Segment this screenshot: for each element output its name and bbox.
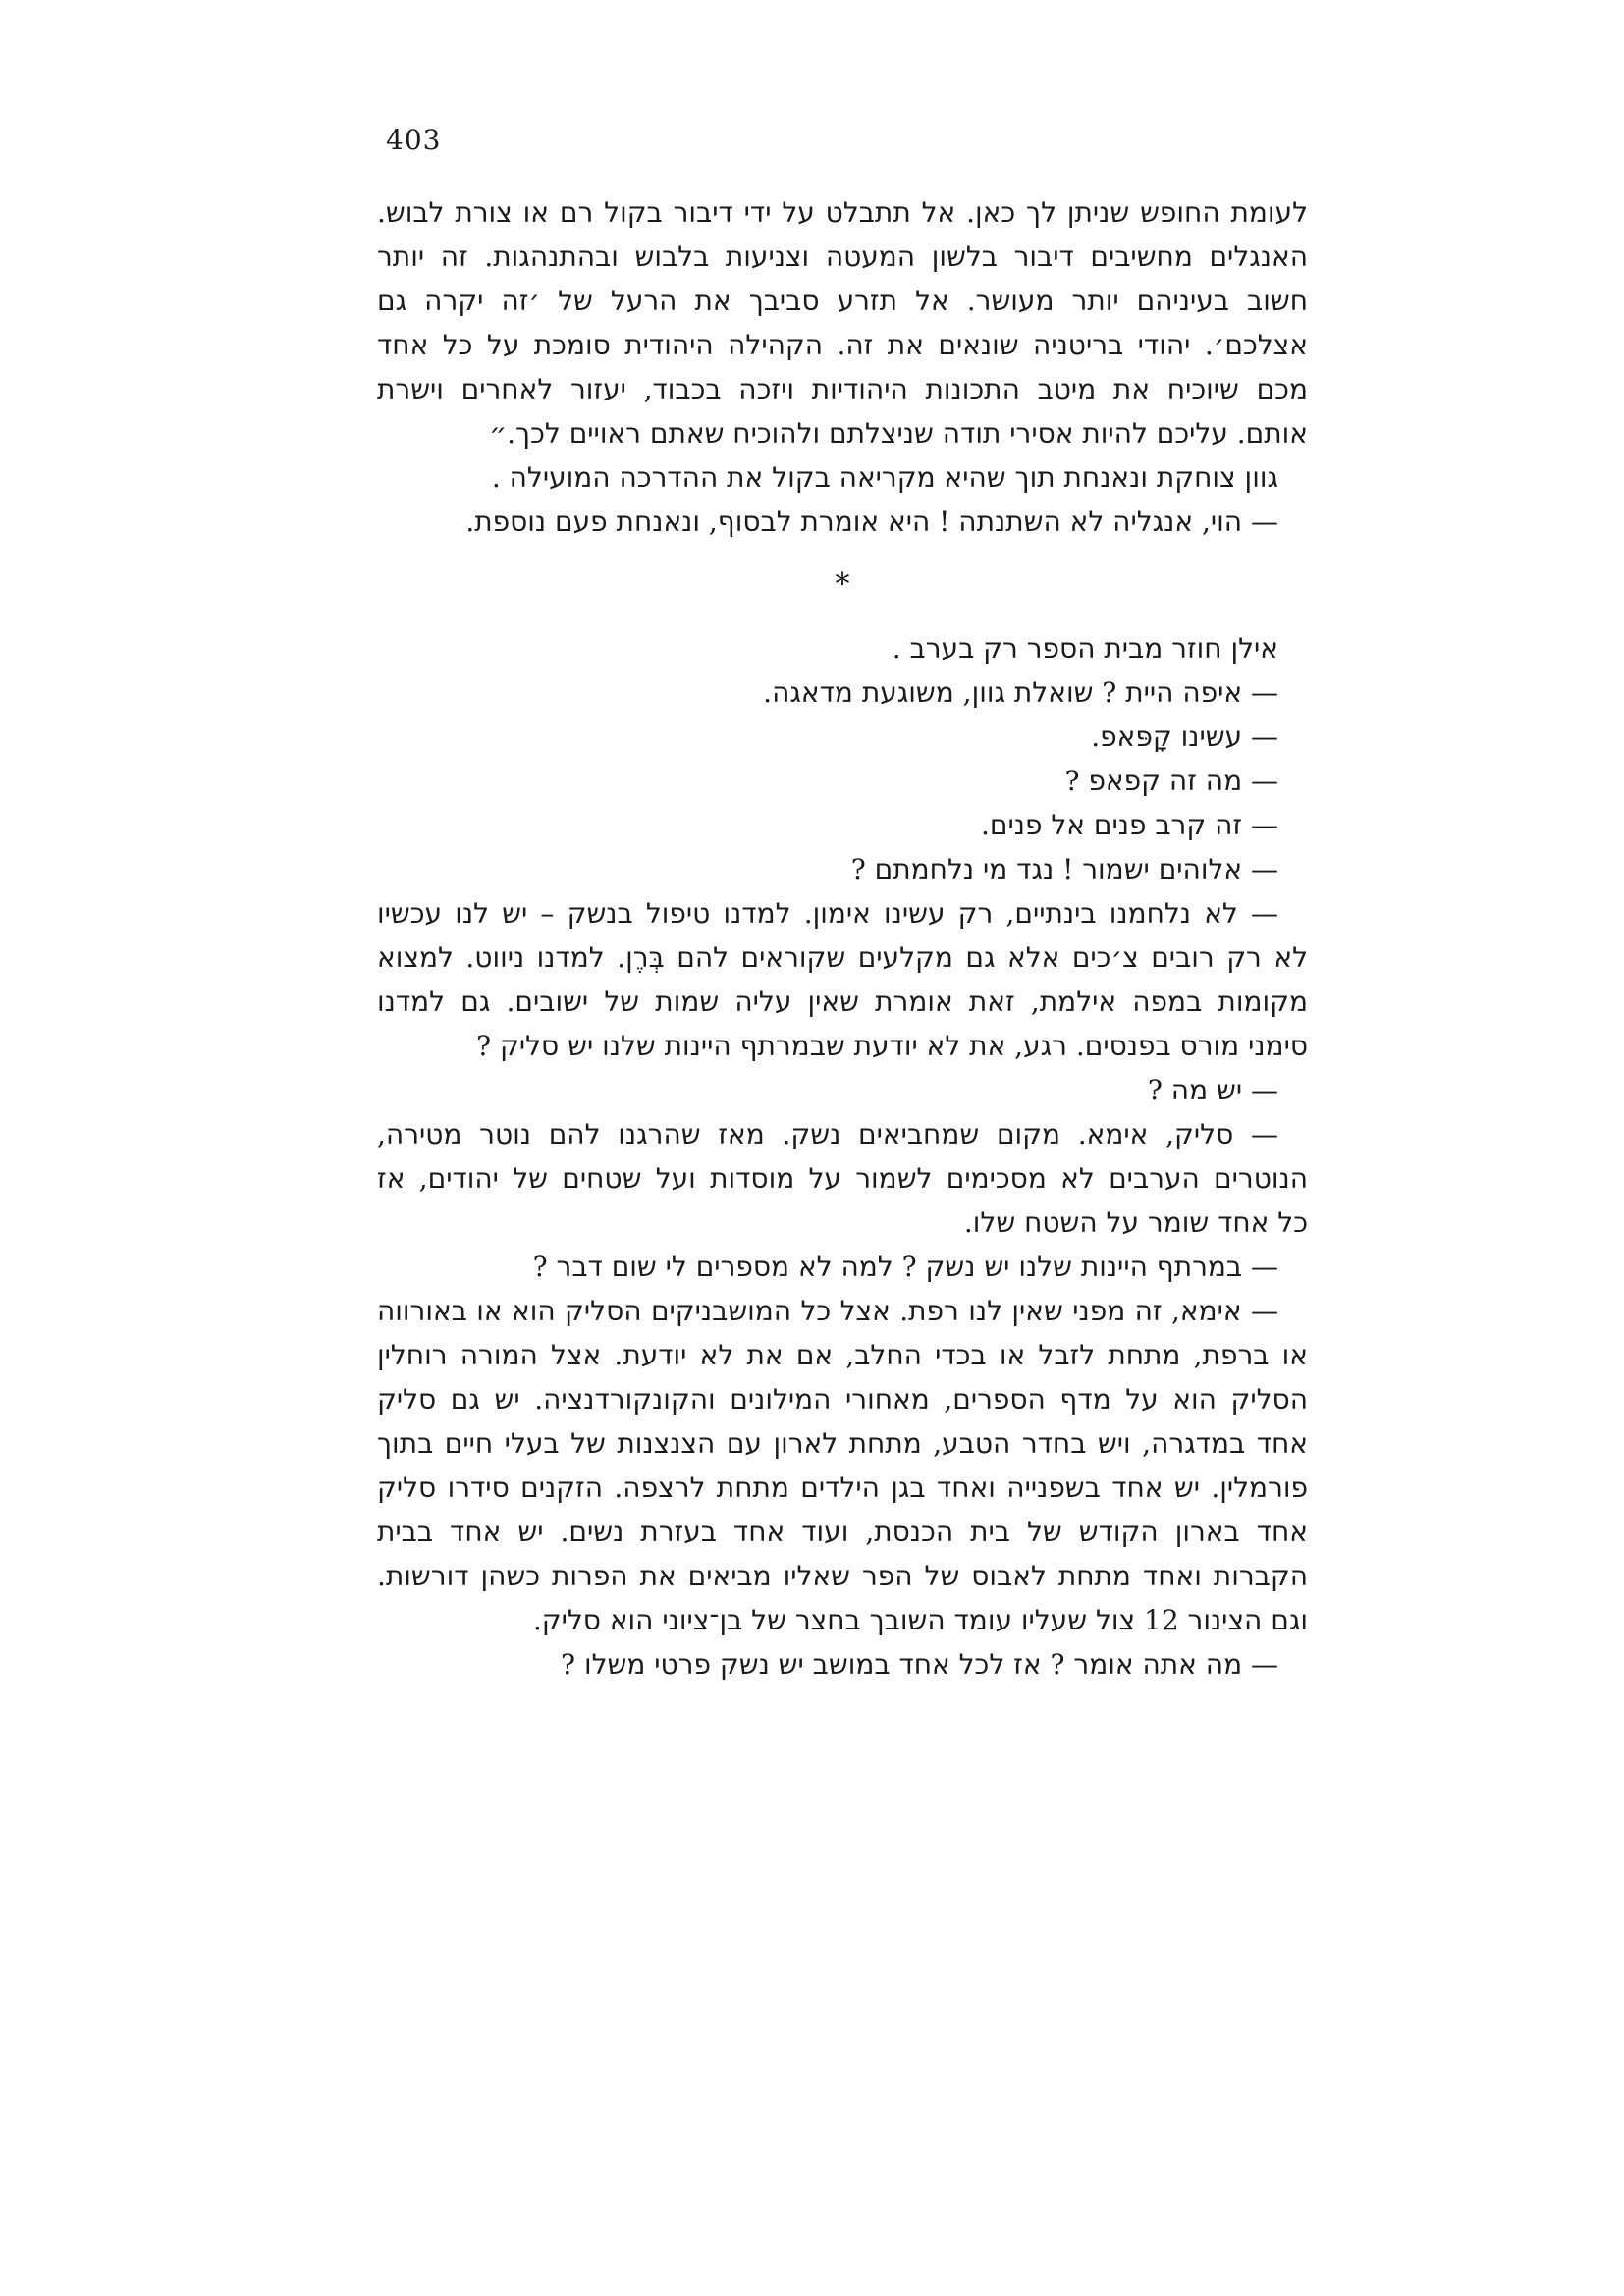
page-number: 403: [386, 124, 442, 156]
text-line: אילן חוזר מבית הספר רק בערב .: [892, 632, 1278, 665]
text-line: או ברפת, מתחת לזבל או בכדי החלב, אם את לא יודעת. אצל המורה רוחלין: [377, 1339, 1308, 1371]
text-line: — סליק, אימא. מקום שמחביאים נשק. מאז שהרגנו להם נוטר מטירה,: [377, 1118, 1278, 1150]
text-block: [377, 190, 1308, 1686]
text-line: אחד בארון הקודש של בית הכנסת, ועוד אחד בעזרת נשים. יש אחד בבית: [377, 1516, 1308, 1548]
text-line: מכם שיוכיח את מיטב התכונות היהודיות ויזכה בכבוד, יעזור לאחרים וישרת: [377, 373, 1308, 405]
text-line: הקברות ואחד מתחת לאבוס של הפר שאליו מביאים את הפרות כשהן דורשות.: [377, 1560, 1308, 1592]
text-line: לא רק רובים צ׳כים אלא גם מקלעים שקוראים להם בְּרֶן. למדנו ניווט. למצוא: [377, 941, 1308, 974]
text-line: גוון צוחקת ונאנחת תוך שהיא מקריאה בקול את ההדרכה המועילה .: [491, 461, 1278, 494]
text-line: — הוי, אנגליה לא השתנתה ! היא אומרת לבסוף, ונאנחת פעם נוספת.: [465, 506, 1278, 538]
text-line: — אלוהים ישמור ! נגד מי נלחמתם ?: [850, 853, 1278, 885]
text-line: הנוטרים הערבים לא מסכימים לשמור על מוסדות ועל שטחים של יהודים, אז: [377, 1162, 1308, 1195]
text-line: — יש מה ?: [1147, 1074, 1278, 1106]
text-line: לעומת החופש שניתן לך כאן. אל תתבלט על ידי דיבור בקול רם או צורת לבוש.: [377, 196, 1308, 229]
text-line: — במרתף היינות שלנו יש נשק ? למה לא מספרים לי שום דבר ?: [532, 1251, 1278, 1283]
text-line: אצלכם׳. יהודי בריטניה שונאים את זה. הקהילה היהודית סומכת על כל אחד: [377, 329, 1308, 361]
text-line: — לא נלחמנו בינתיים, רק עשינו אימון. למדנו טיפול בנשק – יש לנו עכשיו: [377, 897, 1278, 930]
text-line: כל אחד שומר על השטח שלו.: [963, 1206, 1308, 1239]
text-line: — מה אתה אומר ? אז לכל אחד במושב יש נשק פרטי משלו ?: [561, 1648, 1278, 1681]
section-break-asterisk: *: [835, 567, 850, 602]
text-line: האנגלים מחשיבים דיבור בלשון המעטה וצניעות בלבוש ובהתנהגות. זה יותר: [377, 240, 1308, 273]
text-line: אותם. עליכם להיות אסירי תודה שניצלתם ולהוכיח שאתם ראויים לכך.״: [489, 417, 1308, 450]
text-line: פורמלין. יש אחד בשפנייה ואחד בגן הילדים מתחת לרצפה. הזקנים סידרו סליק: [377, 1471, 1308, 1504]
text-line: הסליק הוא על מדף הספרים, מאחורי המילונים והקונקורדנציה. יש גם סליק: [377, 1383, 1308, 1415]
text-line: חשוב בעיניהם יותר מעושר. אל תזרע סביבך את הרעל של ׳זה יקרה גם: [377, 285, 1308, 317]
text-line: — עשינו קָפּאפ.: [1091, 721, 1278, 753]
text-line: אחד במדגרה, ויש בחדר הטבע, מתחת לארון עם הצנצנות של בעלי חיים בתוך: [377, 1427, 1308, 1460]
text-line: — מה זה קפאפ ?: [1064, 765, 1278, 797]
text-line: — אימא, זה מפני שאין לנו רפת. אצל כל המושבניקים הסליק הוא או באורווה: [377, 1295, 1278, 1327]
text-line: — איפה היית ? שואלת גוון, משוגעת מדאגה.: [763, 676, 1278, 709]
text-line: מקומות במפה אילמת, זאת אומרת שאין עליה שמות של ישובים. גם למדנו: [377, 986, 1308, 1018]
text-line: סימני מורס בפנסים. רגע, את לא יודעת שבמרתף היינות שלנו יש סליק ?: [476, 1030, 1308, 1062]
text-line: וגם הצינור 12 צול שעליו עומד השובך בחצר של בן־ציוני הוא סליק.: [532, 1604, 1308, 1636]
text-line: — זה קרב פנים אל פנים.: [981, 809, 1278, 841]
